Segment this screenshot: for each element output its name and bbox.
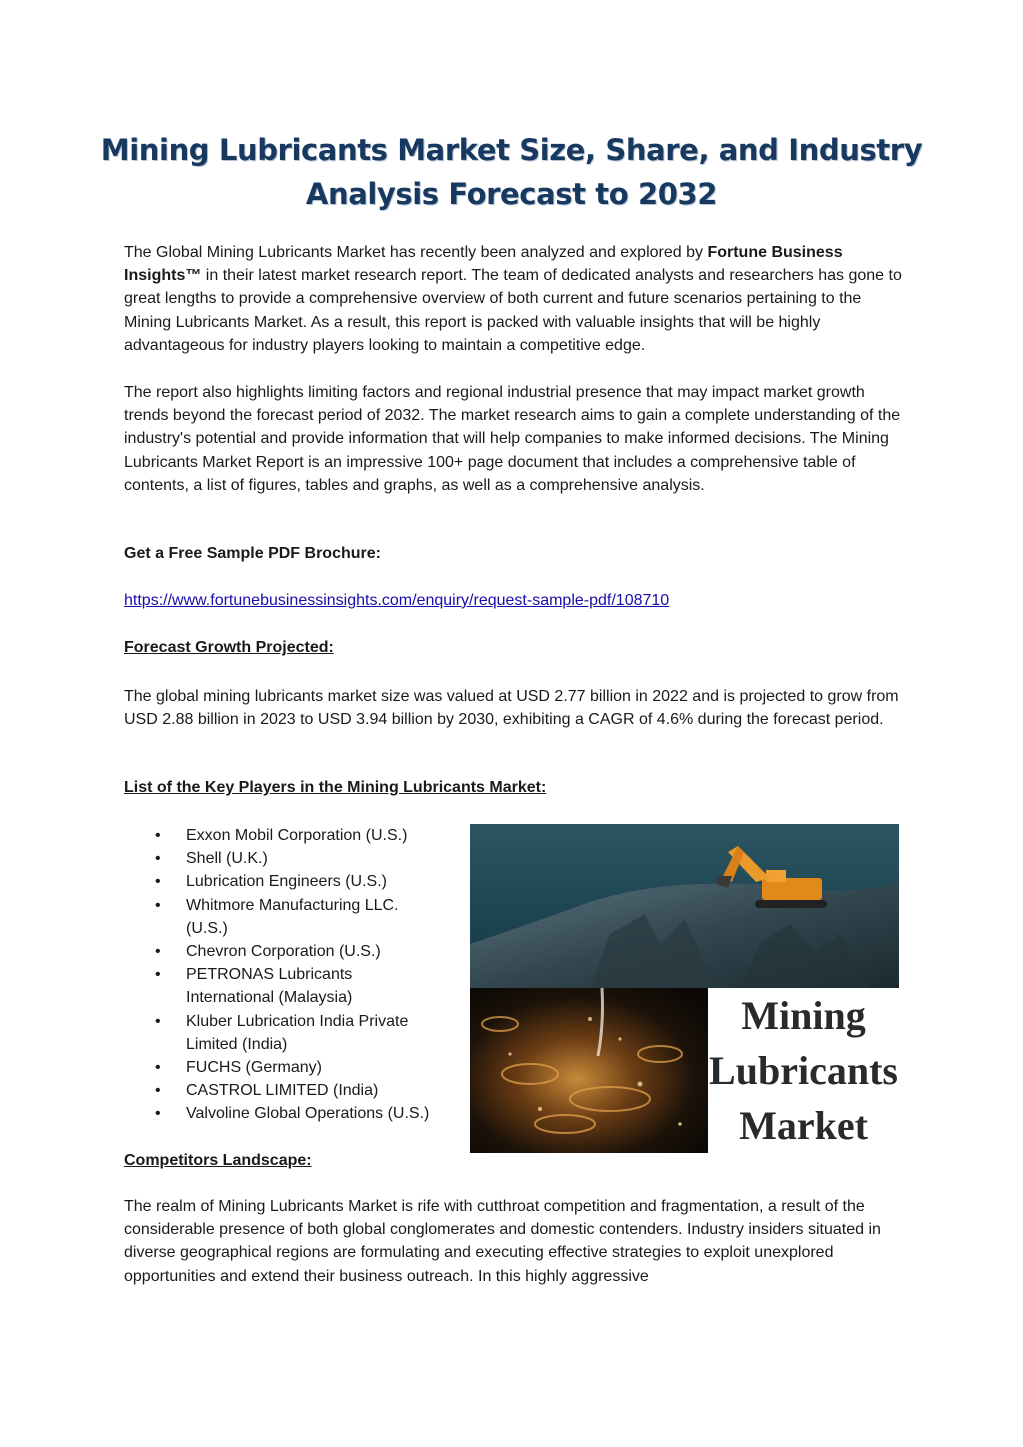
intro-text-end: in their latest market research report. The team of dedicated analysts and researchers has gone to great lengths to provide a comprehensive overview of both current and future scenarios pertaining to the Mining Lubricants Market. As a result, this report is packed with valuable insights that will be highly advantageous for industry players looking to maintain a competitive edge. (124, 267, 902, 354)
title-line-2: Analysis Forecast to 2032 (305, 177, 718, 211)
page-title (80, 128, 943, 216)
list-item: • Lubrication Engineers (U.S.) (155, 870, 455, 893)
forecast-paragraph: The global mining lubricants market size was valued at USD 2.77 billion in 2022 and is projected to grow from USD 2.88 billion in 2023 to USD 3.94 billion by 2030, exhibiting a CAGR of 4.6% during the forecast period. (124, 688, 899, 729)
caption-line: Mining (741, 993, 866, 1038)
list-item: • FUCHS (Germany) (155, 1056, 455, 1079)
caption-line: Lubricants (709, 1048, 898, 1093)
key-players-list (155, 824, 455, 1126)
report-overview-paragraph: The report also highlights limiting factors and regional industrial presence that may impact market growth trends beyond the forecast period of 2032. The market research aims to gain a complete understanding of the industry's potential and provide information that will help companies to make informed decisions. The Mining Lubricants Market Report is an impressive 100+ page document that includes a comprehensive table of contents, a list of figures, tables and graphs, as well as a comprehensive analysis. (124, 384, 901, 494)
list-item: • CASTROL LIMITED (India) (155, 1079, 455, 1102)
title-line-1: Mining Lubricants Market Size, Share, and Industry (100, 133, 923, 167)
list-item: • Whitmore Manufacturing LLC. (U.S.) (155, 894, 416, 940)
sample-brochure-label: Get a Free Sample PDF Brochure: (124, 545, 381, 562)
market-illustration (470, 824, 899, 1153)
key-players-heading: List of the Key Players in the Mining Lubricants Market: (124, 779, 547, 796)
list-item: • Shell (U.K.) (155, 847, 455, 870)
list-item: • Exxon Mobil Corporation (U.S.) (155, 824, 455, 847)
list-item: • Valvoline Global Operations (U.S.) (155, 1102, 455, 1125)
competitors-heading: Competitors Landscape: (124, 1152, 312, 1169)
list-item: • PETRONAS Lubricants International (Malaysia) (155, 963, 396, 1009)
publisher-name: Fortune Business Insights™ (124, 244, 843, 285)
intro-paragraph (124, 241, 904, 357)
competitors-paragraph: The realm of Mining Lubricants Market is rife with cutthroat competition and fragmentation, a result of the considerable presence of both global conglomerates and domestic contenders. Industry insiders situated in diverse geographical regions are formulating and executing effective strategies to exploit unexplored opportunities and extend their business outreach. In this highly aggressive (124, 1198, 881, 1285)
caption-line: Market (739, 1103, 868, 1148)
image-caption (708, 988, 899, 1153)
intro-text-start: The Global Mining Lubricants Market has recently been analyzed and explored by (124, 244, 708, 261)
list-item: • Chevron Corporation (U.S.) (155, 940, 455, 963)
forecast-heading: Forecast Growth Projected: (124, 639, 334, 656)
list-item: • Kluber Lubrication India Private Limited (India) (155, 1010, 441, 1056)
sample-pdf-link[interactable]: https://www.fortunebusinessinsights.com/enquiry/request-sample-pdf/108710 (124, 592, 670, 609)
